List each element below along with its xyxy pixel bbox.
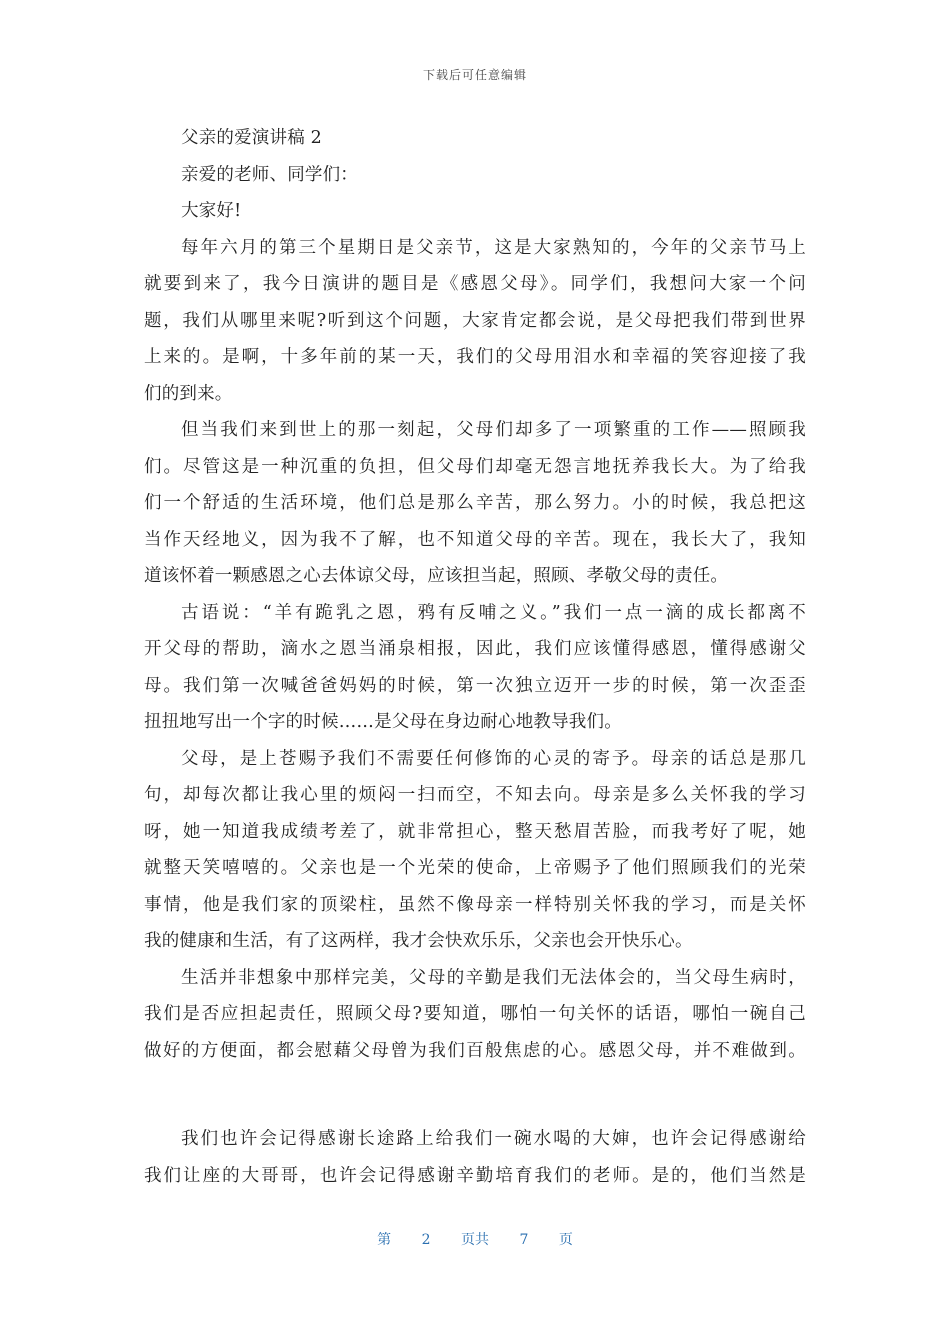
- paragraph-line: 开父母的帮助，滴水之恩当涌泉相报，因此，我们应该懂得感恩，懂得感谢父: [144, 639, 806, 659]
- paragraph-line: 道该怀着一颗感恩之心去体谅父母，应该担当起，照顾、孝敬父母的责任。: [144, 566, 729, 586]
- paragraph-line: 我们也许会记得感谢长途路上给我们一碗水喝的大婶，也许会记得感谢给: [181, 1129, 806, 1149]
- footer-current-page: 2: [421, 1232, 431, 1248]
- paragraph-line: 就整天笑嘻嘻的。父亲也是一个光荣的使命，上帝赐予了他们照顾我们的光荣: [144, 858, 806, 878]
- document-body: [144, 120, 806, 1194]
- paragraph-line: 父母，是上苍赐予我们不需要任何修饰的心灵的寄予。母亲的话总是那几: [181, 748, 806, 769]
- paragraph-line: 句，却每次都让我心里的烦闷一扫而空，不知去向。母亲是多么关怀我的学习: [144, 785, 806, 805]
- footer-middle: 页共: [461, 1232, 489, 1248]
- footer-suffix: 页: [558, 1232, 573, 1248]
- paragraph-6: [144, 1121, 806, 1194]
- paragraph-line: 当作天经地义，因为我不了解，也不知道父母的辛苦。现在，我长大了，我知: [144, 529, 806, 550]
- document-title: 父亲的爱演讲稿 2: [181, 128, 322, 148]
- footer-prefix: 第: [377, 1232, 392, 1248]
- paragraph-line: 们。尽管这是一种沉重的负担，但父母们却毫无怨言地抚养我长大。为了给我: [144, 456, 806, 477]
- paragraph-line: 古语说：“羊有跪乳之恩，鸦有反哺之义。”我们一点一滴的成长都离不: [181, 602, 806, 623]
- hello-line: 大家好!: [181, 201, 242, 221]
- paragraph-line: 扭扭地写出一个字的时候……是父母在身边耐心地教导我们。: [144, 712, 622, 732]
- paragraph-2: [144, 412, 806, 595]
- paragraph-line: 每年六月的第三个星期日是父亲节，这是大家熟知的，今年的父亲节马上: [181, 237, 806, 258]
- paragraph-line: 我的健康和生活，有了这两样，我才会快欢乐乐，父亲也会开快乐心。: [144, 931, 693, 951]
- header-note: 下载后可任意编辑: [422, 68, 527, 82]
- paragraph-line: 题，我们从哪里来呢?听到这个问题，大家肯定都会说，是父母把我们带到世界: [144, 310, 806, 331]
- paragraph-line: 上来的。是啊，十多年前的某一天，我们的父母用泪水和幸福的笑容迎接了我: [144, 347, 806, 367]
- paragraph-line: 呀，她一知道我成绩考差了，就非常担心，整天愁眉苦脸，而我考好了呢，她: [144, 821, 806, 842]
- paragraph-line: 就要到来了，我今日演讲的题目是《感恩父母》。同学们，我想问大家一个问: [144, 274, 806, 294]
- page-footer: [0, 1229, 950, 1249]
- paragraph-line: 做好的方便面，都会慰藉父母曾为我们百般焦虑的心。感恩父母，并不难做到。: [144, 1040, 806, 1061]
- paragraph-line: 我们是否应担起责任，照顾父母?要知道，哪怕一句关怀的话语，哪怕一碗自己: [144, 1004, 806, 1024]
- paragraph-3: [144, 595, 806, 741]
- paragraph-4: [144, 741, 806, 960]
- paragraph-gap: [144, 1069, 806, 1121]
- paragraph-line: 我们让座的大哥哥，也许会记得感谢辛勤培育我们的老师。是的，他们当然是: [144, 1165, 806, 1186]
- paragraph-line: 母。我们第一次喊爸爸妈妈的时候，第一次独立迈开一步的时候，第一次歪歪: [144, 675, 806, 696]
- paragraph-line: 事情，他是我们家的顶梁柱，虽然不像母亲一样特别关怀我的学习，而是关怀: [144, 894, 806, 915]
- greeting-line: 亲爱的老师、同学们：: [181, 164, 358, 185]
- paragraph-1: [144, 230, 806, 413]
- paragraph-line: 生活并非想象中那样完美，父母的辛勤是我们无法体会的，当父母生病时，: [181, 967, 806, 988]
- paragraph-line: 但当我们来到世上的那一刻起，父母们却多了一项繁重的工作——照顾我: [181, 420, 806, 440]
- footer-total-pages: 7: [519, 1232, 529, 1248]
- paragraph-line: 们的到来。: [144, 383, 233, 404]
- paragraph-5: [144, 960, 806, 1070]
- paragraph-line: 们一个舒适的生活环境，他们总是那么辛苦，那么努力。小的时候，我总把这: [144, 493, 806, 513]
